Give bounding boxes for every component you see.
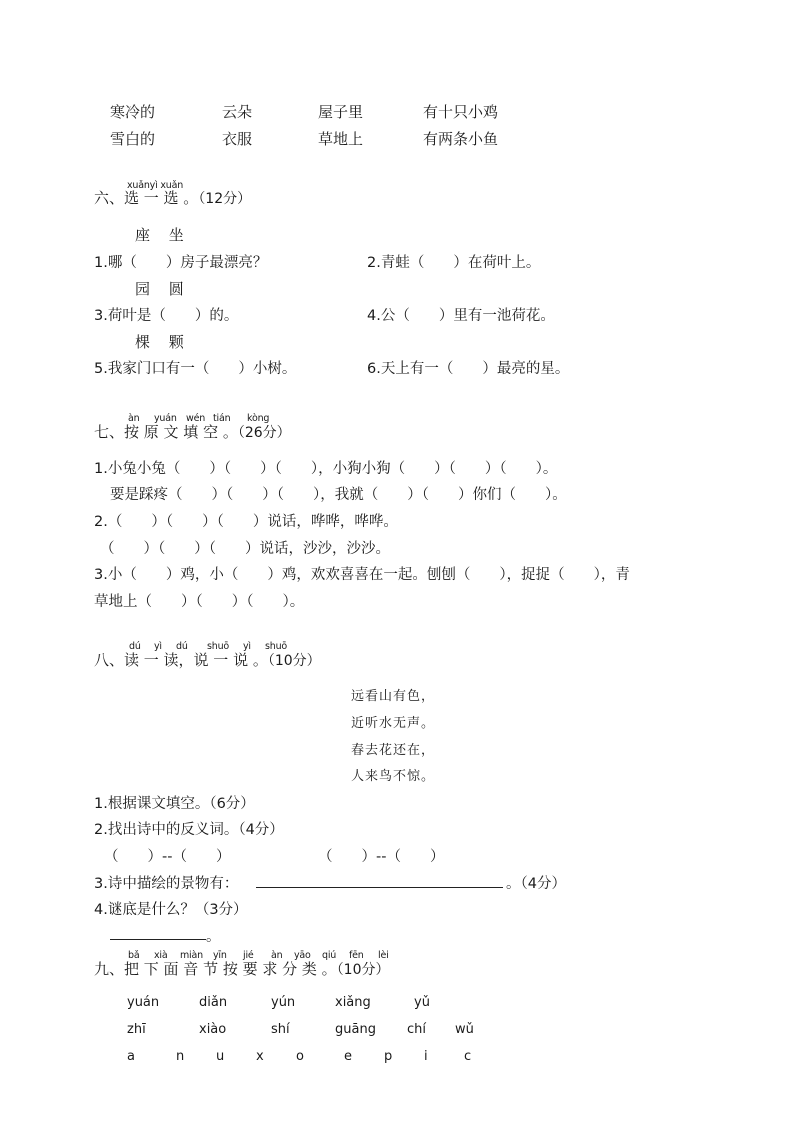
section-9-pinyin: bǎ bbox=[128, 950, 140, 961]
fill-line: 1.小兔小兔（ ）（ ）（ ），小狗小狗（ ）（ ）（ ）。 bbox=[94, 461, 558, 477]
poem-line: 近听水无声。 bbox=[351, 716, 436, 731]
fill-line: 草地上（ ）（ ）（ ）。 bbox=[94, 594, 305, 610]
letter: n bbox=[176, 1049, 185, 1064]
section-8-pinyin: shuō bbox=[207, 641, 230, 652]
answer-underline[interactable] bbox=[256, 887, 503, 888]
match-word: 云朵 bbox=[222, 103, 253, 121]
word-pair-yuan: 园 圆 bbox=[135, 280, 184, 298]
letter: p bbox=[384, 1049, 393, 1064]
word-pair-zuo: 座 坐 bbox=[135, 226, 184, 244]
poem-line: 春去花还在， bbox=[351, 743, 436, 758]
syllable: xiào bbox=[199, 1022, 227, 1037]
section-9-pinyin: fēn bbox=[349, 950, 364, 961]
question-6-6: 6.天上有一（ ）最亮的星。 bbox=[367, 361, 570, 377]
antonym-pair: （ ）--（ ） bbox=[318, 849, 445, 865]
fill-line: （ ）（ ）（ ）说话，沙沙，沙沙。 bbox=[100, 541, 390, 557]
fill-line: 3.小（ ）鸡，小（ ）鸡，欢欢喜喜在一起。刨刨（ ），捉捉（ ），青 bbox=[94, 567, 630, 583]
section-8-pinyin: yì bbox=[243, 641, 251, 652]
syllable: zhī bbox=[127, 1022, 146, 1037]
letter: a bbox=[127, 1049, 135, 1064]
section-8-pinyin: dú bbox=[176, 641, 188, 652]
section-7-pinyin: àn bbox=[128, 413, 140, 424]
match-word: 衣服 bbox=[222, 130, 253, 148]
fill-line: 要是踩疼（ ）（ ）（ ），我就（ ）（ ）你们（ ）。 bbox=[110, 487, 567, 503]
section-7-title: 七、按 原 文 填 空 。（26分） bbox=[94, 423, 291, 441]
section-9-title: 九、把 下 面 音 节 按 要 求 分 类 。（10分） bbox=[94, 960, 390, 978]
section-9-pinyin: jié bbox=[243, 950, 254, 961]
match-word: 草地上 bbox=[318, 130, 364, 148]
question-8-4-end: 。 bbox=[206, 929, 221, 945]
letter: u bbox=[216, 1049, 225, 1064]
question-6-4: 4.公（ ）里有一池荷花。 bbox=[367, 308, 555, 324]
match-word: 雪白的 bbox=[110, 130, 156, 148]
syllable: yún bbox=[271, 995, 296, 1010]
letter: e bbox=[344, 1049, 352, 1064]
section-8-pinyin: shuō bbox=[265, 641, 288, 652]
syllable: guāng bbox=[335, 1022, 376, 1037]
question-8-1: 1.根据课文填空。（6分） bbox=[94, 796, 255, 812]
syllable: xiǎng bbox=[335, 995, 371, 1010]
question-8-2: 2.找出诗中的反义词。（4分） bbox=[94, 822, 284, 838]
match-word: 有两条小鱼 bbox=[423, 130, 499, 148]
poem-line: 人来鸟不惊。 bbox=[351, 769, 436, 784]
letter: o bbox=[296, 1049, 304, 1064]
question-8-3-end: 。（4分） bbox=[506, 876, 566, 892]
match-word: 寒冷的 bbox=[110, 103, 156, 121]
answer-underline[interactable] bbox=[110, 939, 206, 940]
question-6-3: 3.荷叶是（ ）的。 bbox=[94, 308, 239, 324]
question-8-3: 3.诗中描绘的景物有： bbox=[94, 876, 239, 892]
question-8-4: 4.谜底是什么？（3分） bbox=[94, 902, 248, 918]
section-9-pinyin: àn bbox=[271, 950, 283, 961]
syllable: yuán bbox=[127, 995, 160, 1010]
match-word: 有十只小鸡 bbox=[423, 103, 499, 121]
section-8-title: 八、读 一 读，说 一 说 。（10分） bbox=[94, 651, 321, 669]
section-9-pinyin: xià bbox=[154, 950, 168, 961]
section-9-pinyin: yīn bbox=[213, 950, 227, 961]
section-7-pinyin: wén bbox=[186, 413, 206, 424]
section-8-pinyin: dú bbox=[129, 641, 141, 652]
word-pair-ke: 棵 颗 bbox=[135, 333, 184, 351]
match-word: 屋子里 bbox=[318, 103, 364, 121]
letter: x bbox=[256, 1049, 264, 1064]
section-7-pinyin: yuán bbox=[154, 413, 177, 424]
question-6-2: 2.青蛙（ ）在荷叶上。 bbox=[367, 255, 541, 271]
poem-line: 远看山有色， bbox=[351, 689, 436, 704]
letter: i bbox=[424, 1049, 428, 1064]
section-9-pinyin: lèi bbox=[378, 950, 389, 961]
section-8-pinyin: yì bbox=[154, 641, 162, 652]
section-9-pinyin: qiú bbox=[322, 950, 337, 961]
antonym-pair: （ ）--（ ） bbox=[104, 849, 231, 865]
section-9-pinyin: miàn bbox=[180, 950, 203, 961]
section-6-pinyin: xuǎnyì xuǎn bbox=[127, 180, 184, 191]
fill-line: 2.（ ）（ ）（ ）说话，哗哗，哗哗。 bbox=[94, 514, 398, 530]
question-6-1: 1.哪（ ）房子最漂亮？ bbox=[94, 255, 268, 271]
section-6-title: 六、选 一 选 。（12分） bbox=[94, 189, 252, 207]
letter: c bbox=[464, 1049, 472, 1064]
question-6-5: 5.我家门口有一（ ）小树。 bbox=[94, 361, 297, 377]
syllable: diǎn bbox=[199, 995, 228, 1010]
section-7-pinyin: tián bbox=[213, 413, 231, 424]
syllable: chí bbox=[407, 1022, 426, 1037]
section-9-pinyin: yāo bbox=[294, 950, 311, 961]
syllable: yǔ bbox=[414, 995, 430, 1010]
section-7-pinyin: kòng bbox=[247, 413, 270, 424]
syllable: shí bbox=[271, 1022, 290, 1037]
syllable: wǔ bbox=[455, 1022, 474, 1037]
